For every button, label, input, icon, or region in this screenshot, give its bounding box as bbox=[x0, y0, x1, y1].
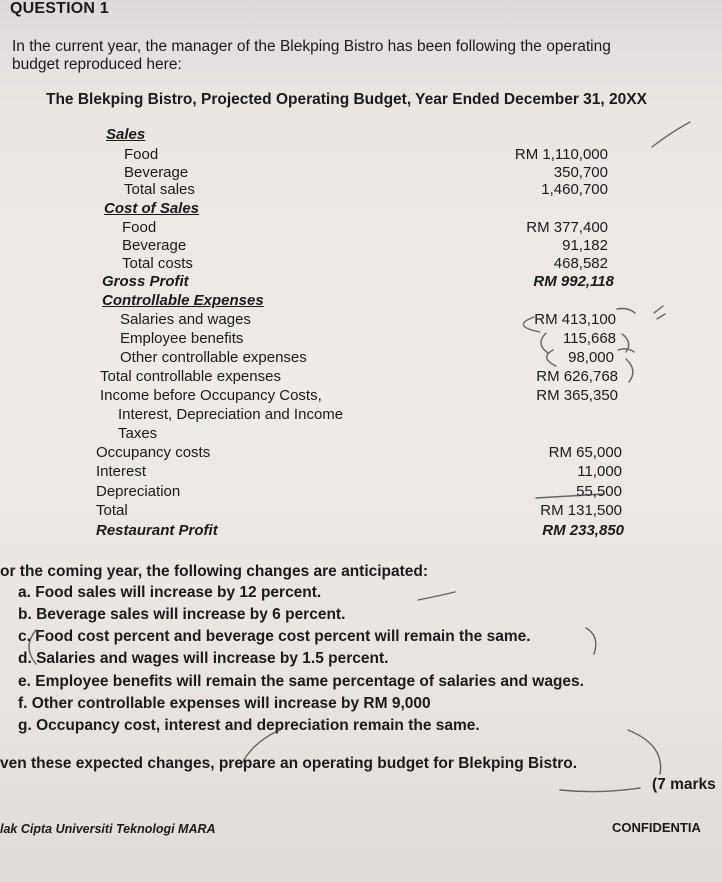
total-costs-label: Total costs bbox=[122, 255, 193, 272]
cost-food-label: Food bbox=[122, 219, 157, 236]
other-expenses-value: 98,000 bbox=[568, 349, 614, 366]
list-item: g. Occupancy cost, interest and depreciation remain the same. bbox=[18, 717, 480, 734]
depreciation-label: Depreciation bbox=[96, 483, 181, 500]
instruction: ven these expected changes, prepare an operating budget for Blekping Bistro. bbox=[0, 755, 578, 772]
depreciation-value: 55,500 bbox=[576, 483, 622, 500]
cost-food-value: RM 377,400 bbox=[526, 219, 608, 236]
occupancy-label: Occupancy costs bbox=[96, 444, 211, 461]
cost-beverage-label: Beverage bbox=[122, 237, 187, 254]
question-heading: QUESTION 1 bbox=[10, 0, 109, 17]
intro-line-1: In the current year, the manager of the Blekping Bistro has been following the operating bbox=[12, 38, 611, 55]
income-before-label-3: Taxes bbox=[118, 425, 158, 442]
pencil-arc-benefits bbox=[622, 334, 629, 352]
list-item: d. Salaries and wages will increase by 1.5 percent. bbox=[18, 650, 389, 667]
total-controllable-value: RM 626,768 bbox=[536, 368, 618, 385]
total-controllable-label: Total controllable expenses bbox=[100, 368, 281, 385]
restaurant-profit-value: RM 233,850 bbox=[542, 522, 624, 539]
controllable-expenses-heading: Controllable Expenses bbox=[102, 292, 264, 309]
total-value: RM 131,500 bbox=[540, 502, 622, 519]
total-costs-value: 468,582 bbox=[553, 255, 608, 272]
budget-title: The Blekping Bistro, Projected Operating Budget, Year Ended December 31, 20XX bbox=[46, 91, 647, 108]
list-item: c. Food cost percent and beverage cost percent will remain the same. bbox=[18, 628, 531, 645]
pencil-bracket-other bbox=[547, 350, 556, 366]
cost-of-sales-heading: Cost of Sales bbox=[104, 200, 200, 217]
income-before-label-2: Interest, Depreciation and Income bbox=[118, 406, 344, 423]
pencil-tick-mark bbox=[652, 122, 690, 147]
pencil-arc-salaries bbox=[617, 309, 635, 314]
interest-label: Interest bbox=[96, 463, 147, 480]
occupancy-value: RM 65,000 bbox=[548, 444, 622, 461]
marks: (7 marks bbox=[652, 776, 716, 793]
list-item: e. Employee benefits will remain the same percentage of salaries and wages. bbox=[18, 673, 584, 690]
income-before-label-1: Income before Occupancy Costs, bbox=[100, 387, 322, 404]
pencil-underline-marks bbox=[560, 788, 640, 792]
pencil-arc-other bbox=[618, 349, 634, 352]
pencil-arc-marks bbox=[628, 730, 661, 774]
total-sales-value: 1,460,700 bbox=[541, 181, 608, 198]
total-sales-label: Total sales bbox=[124, 181, 195, 198]
intro-line-2: budget reproduced here: bbox=[12, 56, 182, 73]
other-expenses-label: Other controllable expenses bbox=[120, 349, 307, 366]
restaurant-profit-label: Restaurant Profit bbox=[96, 522, 218, 539]
income-before-value: RM 365,350 bbox=[536, 387, 618, 404]
interest-value: 11,000 bbox=[577, 463, 622, 480]
changes-intro: or the coming year, the following changes are anticipated: bbox=[0, 563, 429, 580]
footer-copyright: lak Cipta Universiti Teknologi MARA bbox=[0, 822, 216, 836]
footer-confidential: CONFIDENTIA bbox=[612, 820, 701, 835]
benefits-label: Employee benefits bbox=[120, 330, 244, 347]
gross-profit-value: RM 992,118 bbox=[533, 273, 614, 290]
salaries-label: Salaries and wages bbox=[120, 311, 251, 328]
pencil-arc-total bbox=[626, 359, 633, 382]
benefits-value: 115,668 bbox=[562, 330, 616, 347]
list-item: a. Food sales will increase by 12 percent. bbox=[18, 584, 322, 601]
gross-profit-label: Gross Profit bbox=[102, 273, 189, 290]
food-label: Food bbox=[124, 146, 159, 163]
beverage-label: Beverage bbox=[124, 164, 189, 181]
pencil-bracket-c bbox=[586, 628, 596, 654]
pencil-bracket-benefits bbox=[541, 333, 548, 353]
cost-beverage-value: 91,182 bbox=[562, 237, 608, 254]
salaries-value: RM 413,100 bbox=[534, 311, 616, 328]
sales-heading: Sales bbox=[106, 126, 146, 143]
total-label: Total bbox=[96, 502, 128, 519]
list-item: b. Beverage sales will increase by 6 percent. bbox=[18, 606, 346, 623]
beverage-value: 350,700 bbox=[553, 164, 608, 181]
food-value: RM 1,110,000 bbox=[514, 146, 608, 163]
list-item: f. Other controllable expenses will increase by RM 9,000 bbox=[18, 695, 431, 712]
pencil-stroke-changes bbox=[418, 592, 455, 600]
pencil-y-mark bbox=[654, 306, 665, 319]
